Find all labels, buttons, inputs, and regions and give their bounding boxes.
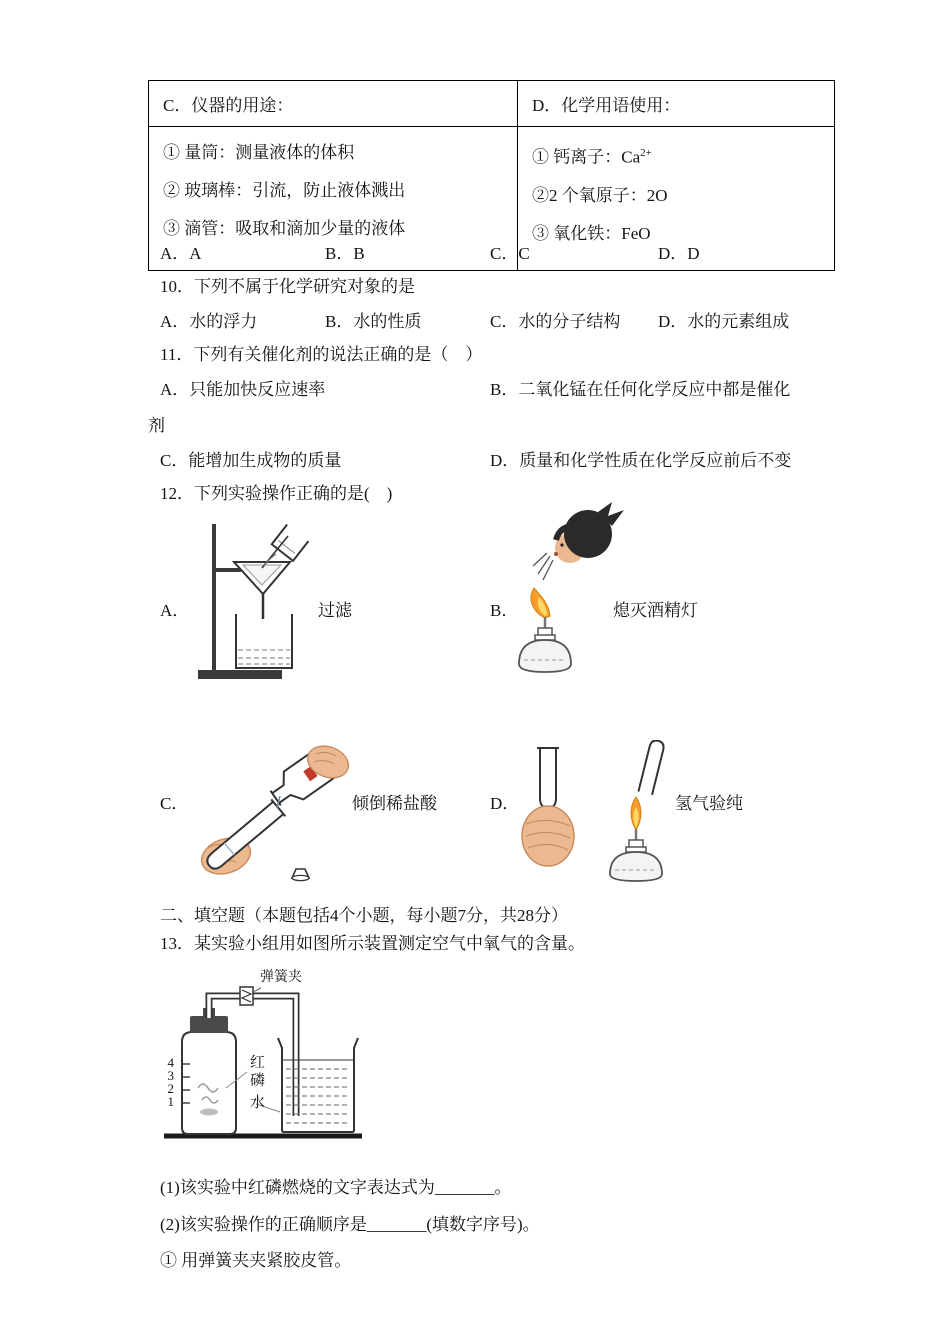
q11-option-b-wrap: 剂 — [148, 416, 165, 435]
beaker — [278, 1038, 358, 1132]
q11-option-a: A．只能加快反应速率 — [160, 380, 326, 399]
q12-label-b: B． — [490, 601, 519, 620]
q10-option-b: B．水的性质 — [325, 312, 422, 331]
hydrogen-test-illustration — [502, 740, 677, 885]
section2-title: 二、填空题（本题包括4个小题，每小题7分，共28分） — [160, 906, 568, 925]
stand-base — [198, 670, 282, 679]
q12-caption-d: 氢气验纯 — [675, 794, 743, 813]
filtration-illustration — [192, 518, 322, 686]
answer-option-b: B．B — [325, 244, 365, 263]
oxygen-apparatus-figure — [160, 966, 370, 1146]
answer-option-c: C．C — [490, 244, 530, 263]
q10-option-c: C．水的分子结构 — [490, 312, 621, 331]
gas-bottle — [182, 1032, 236, 1134]
q12-stem: 12．下列实验操作正确的是( ) — [160, 484, 393, 503]
spring-clip — [240, 987, 253, 1005]
c-item-1: ① 量筒：测量液体的体积 — [163, 143, 355, 162]
pouring-acid-illustration — [188, 728, 363, 888]
inverted-test-tube — [638, 740, 665, 795]
q13-part1: (1)该实验中红磷燃烧的文字表达式为_______。 — [160, 1178, 512, 1197]
water-label: 水 — [248, 1094, 264, 1112]
red-phosphorus-sample — [200, 1109, 218, 1116]
q13-part2: (2)该实验操作的正确顺序是_______(填数字序号)。 — [160, 1215, 540, 1234]
stopper — [292, 869, 309, 881]
stand-pole — [212, 524, 216, 672]
spring-clip-label: 弹簧夹 — [260, 970, 302, 985]
bottle-cap — [190, 1016, 228, 1033]
q12-caption-c: 倾倒稀盐酸 — [352, 794, 437, 813]
smoke — [198, 1084, 218, 1092]
red-phosphorus-label: 红磷 — [248, 1054, 264, 1090]
q10-option-d: D．水的元素组成 — [658, 312, 790, 331]
ca-ion-charge: 2+ — [640, 147, 652, 159]
d-item-1: ① 钙离子：$Ca^{2+}$ — [532, 147, 652, 167]
q11-option-d: D．质量和化学性质在化学反应前后不变 — [490, 451, 792, 470]
q11-stem: 11．下列有关催化剂的说法正确的是（ ） — [160, 345, 483, 364]
q12-label-d: D． — [490, 794, 520, 813]
d-item-3: ③ 氧化铁：FeO — [532, 223, 651, 243]
d-item-2: ②2 个氧原子：2O — [532, 185, 668, 205]
table-header-row — [149, 81, 835, 127]
table-header-d: D．化学用语使用： — [518, 81, 835, 127]
pouring-beaker — [272, 525, 309, 561]
stand-clamp — [215, 568, 241, 572]
q12-label-a: A． — [160, 601, 190, 620]
q10-stem: 10．下列不属于化学研究对象的是 — [160, 277, 415, 296]
blow-lines — [538, 556, 550, 574]
q11-option-b: B．二氧化锰在任何化学反应中都是催化 — [490, 380, 791, 399]
q12-label-c: C． — [160, 794, 189, 813]
q12-caption-a: 过滤 — [318, 601, 352, 620]
receiving-beaker — [236, 614, 292, 668]
held-test-tube — [540, 748, 556, 808]
mouth — [554, 552, 558, 556]
c-item-2: ② 玻璃棒：引流，防止液体溅出 — [163, 181, 406, 200]
table-header-c: C．仪器的用途： — [149, 81, 518, 127]
c-item-3: ③ 滴管：吸取和滴加少量的液体 — [163, 219, 406, 238]
lamp-body — [519, 640, 571, 672]
answer-option-a: A．A — [160, 244, 202, 263]
q11-option-c: C．能增加生成物的质量 — [160, 451, 342, 470]
q13-stem: 13．某实验小组用如图所示装置测定空气中氧气的含量。 — [160, 934, 585, 953]
q12-caption-b: 熄灭酒精灯 — [613, 601, 698, 620]
scale-numbers: 4 3 2 1 — [167, 1055, 174, 1109]
lamp-body — [610, 852, 662, 881]
q13-step1: ① 用弹簧夹夹紧胶皮管。 — [160, 1251, 352, 1270]
answer-option-d: D．D — [658, 244, 700, 263]
extinguish-lamp-illustration — [500, 500, 640, 680]
q10-option-a: A．水的浮力 — [160, 312, 258, 331]
